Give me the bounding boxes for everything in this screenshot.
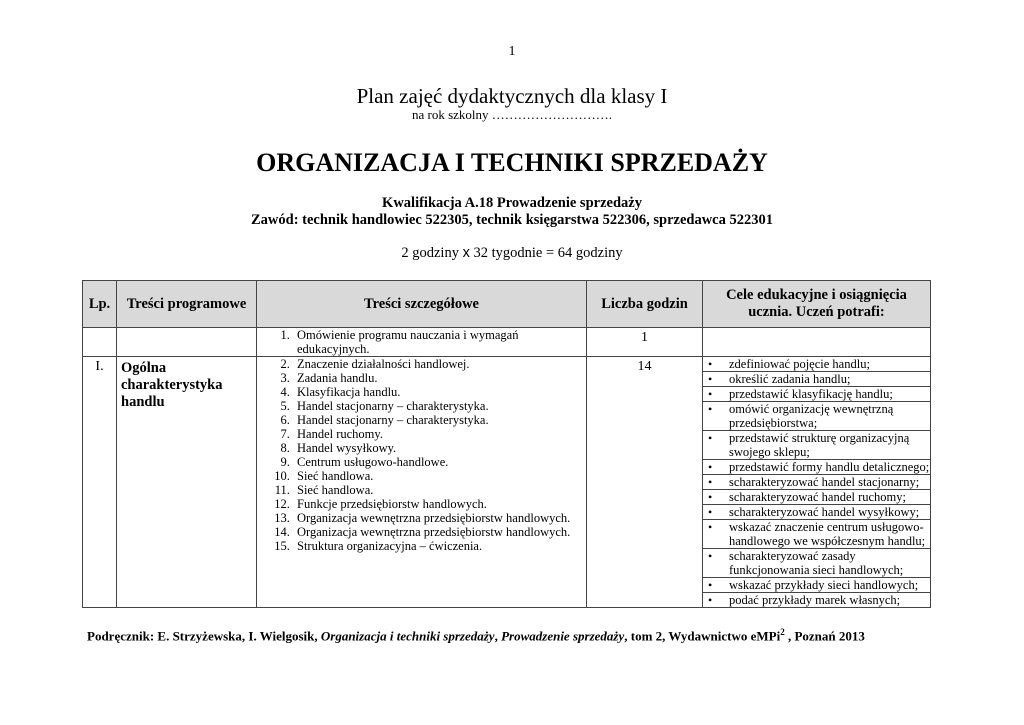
list-item: 1. Omówienie programu nauczania i wymagań edukacyjnych. <box>293 328 586 356</box>
header-liczba-godzin: Liczba godzin <box>587 281 703 328</box>
goal-item <box>703 593 930 607</box>
goal-text: scharakteryzować handel wysyłkowy; <box>729 505 920 519</box>
list-item: 13. Organizacja wewnętrzna przedsiębiorstw handlowych. <box>293 511 586 525</box>
table-row <box>83 328 931 357</box>
goal-item <box>703 475 930 490</box>
goal-text: przedstawić formy handlu detalicznego; <box>729 460 930 474</box>
goal-text: scharakteryzować zasady funkcjonowania sieci handlowych; <box>729 549 904 577</box>
list-item: 14. Organizacja wewnętrzna przedsiębiorstw handlowych. <box>293 525 586 539</box>
bullet-icon: • <box>708 460 713 474</box>
row1-hours: 1 <box>587 328 703 357</box>
goal-text: wskazać przykłady sieci handlowych; <box>729 578 919 592</box>
row1-goals <box>703 328 931 357</box>
row1-lp <box>83 328 117 357</box>
list-item: 5. Handel stacjonarny – charakterystyka. <box>293 399 586 413</box>
bullet-icon: • <box>708 520 713 534</box>
row2-hours: 14 <box>587 357 703 608</box>
textbook-publisher: , tom 2, Wydawnictwo eMPi <box>624 628 781 644</box>
bullet-icon: • <box>708 593 713 607</box>
bullet-icon: • <box>708 578 713 592</box>
textbook-sep: , <box>494 628 502 644</box>
row1-topics <box>257 328 587 357</box>
header-tresci-programowe: Treści programowe <box>117 281 257 328</box>
goal-text: przedstawić klasyfikację handlu; <box>729 387 893 401</box>
goal-item <box>703 357 930 372</box>
goal-item <box>703 431 930 460</box>
textbook-title: Organizacja i techniki sprzedaży <box>320 628 495 644</box>
bullet-icon: • <box>708 475 713 489</box>
list-item: 3. Zadania handlu. <box>293 371 586 385</box>
textbook-subtitle: Prowadzenie sprzedaży <box>501 628 625 644</box>
bullet-icon: • <box>708 402 713 416</box>
bullet-icon: • <box>708 490 713 504</box>
goal-item <box>703 372 930 387</box>
list-item: 4. Klasyfikacja handlu. <box>293 385 586 399</box>
row1-section <box>117 328 257 357</box>
hours-multiply: x <box>462 245 470 261</box>
list-item: 8. Handel wysyłkowy. <box>293 441 586 455</box>
goal-text: przedstawić strukturę organizacyjną swojego sklepu; <box>729 431 910 459</box>
table-row <box>83 357 931 608</box>
page-number: 1 <box>508 44 516 59</box>
list-item: 6. Handel stacjonarny – charakterystyka. <box>293 413 586 427</box>
hours-part2: 32 tygodnie = 64 godziny <box>469 245 623 261</box>
textbook-reference <box>87 627 865 644</box>
textbook-suffix: , Poznań 2013 <box>784 628 865 644</box>
goal-text: określić zadania handlu; <box>729 372 851 386</box>
school-year: na rok szkolny ………………………. <box>411 107 613 122</box>
goal-item <box>703 387 930 402</box>
list-item: 9. Centrum usługowo-handlowe. <box>293 455 586 469</box>
bullet-icon: • <box>708 505 713 519</box>
goal-text: omówić organizację wewnętrzną przedsiębiorstwa; <box>729 402 894 430</box>
goal-item <box>703 549 930 578</box>
header-tresci-szczegolowe: Treści szczegółowe <box>257 281 587 328</box>
list-item: 2. Znaczenie działalności handlowej. <box>293 357 586 371</box>
goal-text: scharakteryzować handel stacjonarny; <box>729 475 920 489</box>
textbook-prefix: Podręcznik: E. Strzyżewska, I. Wielgosik, <box>87 628 321 644</box>
bullet-icon: • <box>708 549 713 563</box>
hours-summary <box>0 245 1024 262</box>
table-header-row <box>83 281 931 328</box>
bullet-icon: • <box>708 387 713 401</box>
goal-item <box>703 505 930 520</box>
plan-title: Plan zajęć dydaktycznych dla klasy I <box>356 84 668 108</box>
goal-item <box>703 490 930 505</box>
list-item: 11. Sieć handlowa. <box>293 483 586 497</box>
header-cele: Cele edukacyjne i osiągnięcia ucznia. Uczeń potrafi: <box>703 281 931 328</box>
header-lp: Lp. <box>83 281 117 328</box>
goal-text: zdefiniować pojęcie handlu; <box>729 357 870 371</box>
goal-text: podać przykłady marek własnych; <box>729 593 901 607</box>
goal-text: wskazać znaczenie centrum usługowo-handlowego we współczesnym handlu; <box>729 520 926 548</box>
list-item: 15. Struktura organizacyjna – ćwiczenia. <box>293 539 586 553</box>
textbook-sup: 2 <box>780 627 785 637</box>
subject-title: ORGANIZACJA I TECHNIKI SPRZEDAŻY <box>256 148 768 177</box>
list-item: 10. Sieć handlowa. <box>293 469 586 483</box>
goal-item <box>703 460 930 475</box>
goal-item <box>703 520 930 549</box>
bullet-icon: • <box>708 372 713 386</box>
row2-goals <box>703 357 931 608</box>
row2-topics <box>257 357 587 608</box>
goal-text: scharakteryzować handel ruchomy; <box>729 490 907 504</box>
hours-part1: 2 godziny <box>401 245 463 261</box>
bullet-icon: • <box>708 357 713 371</box>
qualification: Kwalifikacja A.18 Prowadzenie sprzedaży <box>382 195 642 211</box>
goal-item <box>703 402 930 431</box>
row2-section: Ogólna charakterystyka handlu <box>117 357 257 608</box>
profession: Zawód: technik handlowiec 522305, technik księgarstwa 522306, sprzedawca 522301 <box>250 212 773 228</box>
list-item: 12. Funkcje przedsiębiorstw handlowych. <box>293 497 586 511</box>
row2-lp: I. <box>83 357 117 608</box>
goal-item <box>703 578 930 593</box>
bullet-icon: • <box>708 431 713 445</box>
plan-table <box>82 280 931 608</box>
list-item: 7. Handel ruchomy. <box>293 427 586 441</box>
